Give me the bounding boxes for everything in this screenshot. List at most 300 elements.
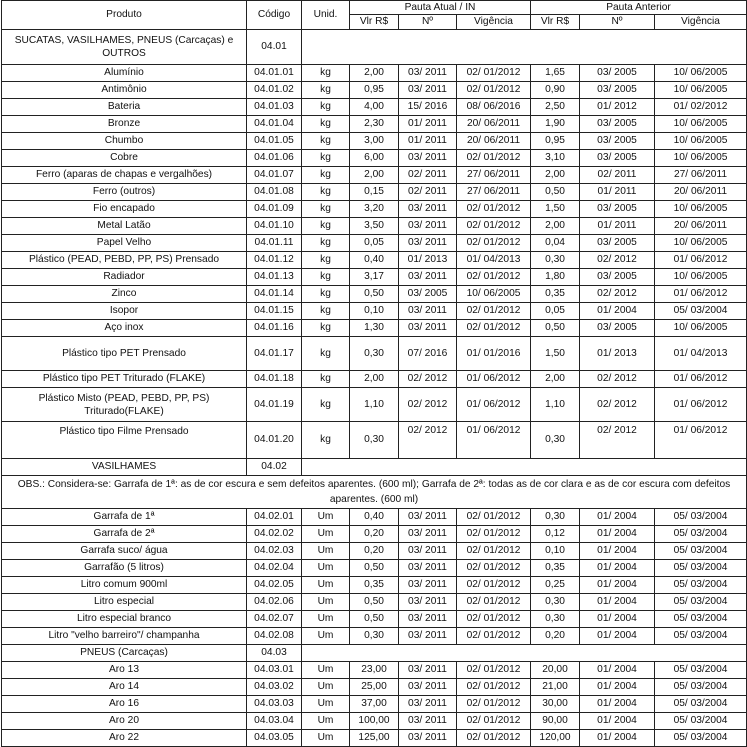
numero-atual: 15/ 2016 [399, 99, 457, 116]
unit: Um [302, 577, 350, 594]
product-name: Garrafa de 2ª [2, 526, 247, 543]
vigencia-anterior: 05/ 03/2004 [655, 713, 747, 730]
numero-atual: 02/ 2011 [399, 167, 457, 184]
unit: kg [302, 269, 350, 286]
vigencia-anterior: 10/ 06/2005 [655, 133, 747, 150]
product-code: 04.01.08 [247, 184, 302, 201]
unit: Um [302, 628, 350, 645]
numero-anterior: 01/ 2004 [580, 696, 655, 713]
vlr-atual: 0,40 [350, 509, 399, 526]
vigencia-atual: 02/ 01/2012 [457, 201, 531, 218]
unit: Um [302, 526, 350, 543]
product-code: 04.01.01 [247, 65, 302, 82]
unit: kg [302, 371, 350, 388]
vlr-anterior: 0,30 [531, 594, 580, 611]
numero-atual: 03/ 2011 [399, 679, 457, 696]
vlr-anterior: 20,00 [531, 662, 580, 679]
numero-anterior: 01/ 2004 [580, 303, 655, 320]
numero-atual: 03/ 2011 [399, 218, 457, 235]
vlr-anterior: 2,00 [531, 371, 580, 388]
product-name: Litro especial [2, 594, 247, 611]
product-name: Antimônio [2, 82, 247, 99]
numero-anterior: 01/ 2004 [580, 526, 655, 543]
numero-atual: 03/ 2011 [399, 320, 457, 337]
table-row [2, 611, 747, 628]
table-row [2, 713, 747, 730]
vigencia-atual: 02/ 01/2012 [457, 218, 531, 235]
numero-atual: 03/ 2005 [399, 286, 457, 303]
vigencia-anterior: 10/ 06/2005 [655, 201, 747, 218]
product-name: Aro 20 [2, 713, 247, 730]
product-code: 04.01.10 [247, 218, 302, 235]
product-name: Ferro (aparas de chapas e vergalhões) [2, 167, 247, 184]
product-code: 04.01.20 [247, 422, 302, 459]
vlr-atual: 3,50 [350, 218, 399, 235]
vigencia-atual: 02/ 01/2012 [457, 509, 531, 526]
numero-anterior: 02/ 2012 [580, 252, 655, 269]
product-name: Bateria [2, 99, 247, 116]
vigencia-anterior: 05/ 03/2004 [655, 594, 747, 611]
product-code: 04.02.04 [247, 560, 302, 577]
unit: kg [302, 303, 350, 320]
table-row [2, 337, 747, 371]
vlr-anterior: 1,80 [531, 269, 580, 286]
vigencia-atual: 02/ 01/2012 [457, 82, 531, 99]
unit: Um [302, 696, 350, 713]
vigencia-anterior: 01/ 04/2013 [655, 337, 747, 371]
product-name: Litro "velho barreiro"/ champanha [2, 628, 247, 645]
product-name: Garrafão (5 litros) [2, 560, 247, 577]
table-row [2, 696, 747, 713]
table-row [2, 730, 747, 747]
unit: kg [302, 116, 350, 133]
vlr-atual: 2,00 [350, 167, 399, 184]
product-name: Aço inox [2, 320, 247, 337]
vlr-atual: 0,30 [350, 337, 399, 371]
vigencia-atual: 01/ 01/2016 [457, 337, 531, 371]
header-numero-atual: Nº [399, 15, 457, 30]
table-row [2, 577, 747, 594]
unit: kg [302, 82, 350, 99]
numero-atual: 03/ 2011 [399, 713, 457, 730]
product-name: Fio encapado [2, 201, 247, 218]
header-codigo: Código [247, 1, 302, 30]
product-name: Zinco [2, 286, 247, 303]
numero-anterior: 01/ 2004 [580, 594, 655, 611]
vigencia-anterior: 10/ 06/2005 [655, 65, 747, 82]
product-name: Aro 16 [2, 696, 247, 713]
vigencia-anterior: 01/ 06/2012 [655, 388, 747, 422]
vigencia-atual: 02/ 01/2012 [457, 526, 531, 543]
obs-note: OBS.: Considera-se: Garrafa de 1ª: as de cor escura e sem defeitos aparentes. (600 ml); Garrafa de 2ª: todas as de cor clara e as de cor escura com defeitos aparentes. (600 ml) [2, 476, 747, 509]
numero-atual: 03/ 2011 [399, 509, 457, 526]
product-code: 04.02.02 [247, 526, 302, 543]
product-code: 04.03.01 [247, 662, 302, 679]
unit: kg [302, 167, 350, 184]
unit: kg [302, 422, 350, 459]
table-row [2, 560, 747, 577]
vlr-anterior: 0,20 [531, 628, 580, 645]
product-name: Plástico tipo Filme Prensado [2, 422, 247, 459]
numero-anterior: 01/ 2004 [580, 730, 655, 747]
vigencia-anterior: 01/ 06/2012 [655, 252, 747, 269]
header-pauta-anterior: Pauta Anterior [531, 1, 747, 15]
unit: kg [302, 218, 350, 235]
vigencia-anterior: 10/ 06/2005 [655, 116, 747, 133]
product-name: Radiador [2, 269, 247, 286]
numero-anterior: 02/ 2011 [580, 167, 655, 184]
numero-atual: 03/ 2011 [399, 526, 457, 543]
product-code: 04.01.07 [247, 167, 302, 184]
numero-atual: 01/ 2011 [399, 133, 457, 150]
unit: Um [302, 730, 350, 747]
table-row [2, 679, 747, 696]
unit: kg [302, 388, 350, 422]
unit: kg [302, 150, 350, 167]
unit: Um [302, 543, 350, 560]
unit: kg [302, 337, 350, 371]
table-row [2, 662, 747, 679]
product-code: 04.01.05 [247, 133, 302, 150]
product-code: 04.02.06 [247, 594, 302, 611]
vlr-anterior: 1,50 [531, 201, 580, 218]
product-name: Litro comum 900ml [2, 577, 247, 594]
numero-anterior: 03/ 2005 [580, 116, 655, 133]
header-vlr-atual: Vlr R$ [350, 15, 399, 30]
vigencia-atual: 27/ 06/2011 [457, 167, 531, 184]
section-blank [302, 645, 747, 662]
table-row [2, 526, 747, 543]
product-code: 04.02.05 [247, 577, 302, 594]
vigencia-atual: 02/ 01/2012 [457, 150, 531, 167]
table-row [2, 252, 747, 269]
product-code: 04.03.05 [247, 730, 302, 747]
product-code: 04.01.18 [247, 371, 302, 388]
product-name: Isopor [2, 303, 247, 320]
vigencia-atual: 01/ 04/2013 [457, 252, 531, 269]
table-row [2, 269, 747, 286]
numero-anterior: 03/ 2005 [580, 235, 655, 252]
vigencia-anterior: 05/ 03/2004 [655, 662, 747, 679]
product-name: Metal Latão [2, 218, 247, 235]
table-row [2, 201, 747, 218]
vlr-anterior: 0,30 [531, 252, 580, 269]
pauta-table [1, 0, 747, 747]
product-name: Ferro (outros) [2, 184, 247, 201]
vlr-anterior: 2,50 [531, 99, 580, 116]
header-pauta-atual: Pauta Atual / IN [350, 1, 531, 15]
vlr-anterior: 90,00 [531, 713, 580, 730]
vigencia-anterior: 10/ 06/2005 [655, 82, 747, 99]
vlr-anterior: 1,50 [531, 337, 580, 371]
product-code: 04.01.11 [247, 235, 302, 252]
vlr-atual: 0,30 [350, 422, 399, 459]
product-code: 04.01.15 [247, 303, 302, 320]
product-name: Cobre [2, 150, 247, 167]
vigencia-atual: 02/ 01/2012 [457, 730, 531, 747]
vlr-anterior: 0,95 [531, 133, 580, 150]
numero-anterior: 03/ 2005 [580, 201, 655, 218]
numero-anterior: 03/ 2005 [580, 269, 655, 286]
vlr-anterior: 3,10 [531, 150, 580, 167]
vlr-atual: 0,10 [350, 303, 399, 320]
product-code: 04.01.04 [247, 116, 302, 133]
vigencia-anterior: 05/ 03/2004 [655, 509, 747, 526]
vigencia-anterior: 05/ 03/2004 [655, 526, 747, 543]
numero-atual: 02/ 2011 [399, 184, 457, 201]
vigencia-atual: 01/ 06/2012 [457, 422, 531, 459]
product-code: 04.01.09 [247, 201, 302, 218]
numero-anterior: 01/ 2004 [580, 509, 655, 526]
vlr-anterior: 21,00 [531, 679, 580, 696]
numero-atual: 02/ 2012 [399, 371, 457, 388]
table-row [2, 184, 747, 201]
product-name: Bronze [2, 116, 247, 133]
vigencia-atual: 02/ 01/2012 [457, 611, 531, 628]
numero-anterior: 03/ 2005 [580, 82, 655, 99]
vigencia-atual: 10/ 06/2005 [457, 286, 531, 303]
section-row-vasilhames [2, 459, 747, 476]
vigencia-anterior: 10/ 06/2005 [655, 269, 747, 286]
vlr-atual: 0,50 [350, 286, 399, 303]
vlr-atual: 0,20 [350, 543, 399, 560]
product-name: Aro 13 [2, 662, 247, 679]
section-row-sucatas [2, 30, 747, 65]
unit: kg [302, 99, 350, 116]
table-row [2, 82, 747, 99]
vlr-atual: 0,40 [350, 252, 399, 269]
vlr-atual: 2,00 [350, 371, 399, 388]
numero-atual: 02/ 2012 [399, 422, 457, 459]
vlr-atual: 1,30 [350, 320, 399, 337]
vlr-anterior: 2,00 [531, 167, 580, 184]
section-blank [302, 30, 747, 65]
vigencia-atual: 02/ 01/2012 [457, 628, 531, 645]
vlr-anterior: 0,04 [531, 235, 580, 252]
vigencia-atual: 08/ 06/2016 [457, 99, 531, 116]
table-row [2, 543, 747, 560]
vlr-atual: 25,00 [350, 679, 399, 696]
numero-atual: 03/ 2011 [399, 662, 457, 679]
product-code: 04.02.08 [247, 628, 302, 645]
table-row [2, 65, 747, 82]
product-name: Chumbo [2, 133, 247, 150]
numero-atual: 03/ 2011 [399, 543, 457, 560]
header-numero-anterior: Nº [580, 15, 655, 30]
vigencia-atual: 02/ 01/2012 [457, 713, 531, 730]
vlr-atual: 0,50 [350, 611, 399, 628]
vigencia-atual: 27/ 06/2011 [457, 184, 531, 201]
numero-atual: 03/ 2011 [399, 82, 457, 99]
vigencia-atual: 02/ 01/2012 [457, 65, 531, 82]
table-row [2, 422, 747, 459]
section-name: SUCATAS, VASILHAMES, PNEUS (Carcaças) e OUTROS [2, 30, 247, 65]
section-code: 04.01 [247, 30, 302, 65]
numero-anterior: 01/ 2012 [580, 99, 655, 116]
vlr-anterior: 0,35 [531, 560, 580, 577]
table-row [2, 133, 747, 150]
product-name: Garrafa de 1ª [2, 509, 247, 526]
numero-anterior: 01/ 2004 [580, 611, 655, 628]
vigencia-anterior: 05/ 03/2004 [655, 577, 747, 594]
vigencia-atual: 20/ 06/2011 [457, 133, 531, 150]
vigencia-anterior: 20/ 06/2011 [655, 184, 747, 201]
table-row [2, 628, 747, 645]
product-name: Plástico Misto (PEAD, PEBD, PP, PS) Triturado(FLAKE) [2, 388, 247, 422]
vlr-anterior: 0,90 [531, 82, 580, 99]
product-code: 04.01.12 [247, 252, 302, 269]
vigencia-anterior: 05/ 03/2004 [655, 679, 747, 696]
header-unid: Unid. [302, 1, 350, 30]
numero-atual: 01/ 2013 [399, 252, 457, 269]
vlr-atual: 3,17 [350, 269, 399, 286]
numero-anterior: 03/ 2005 [580, 320, 655, 337]
vlr-atual: 0,05 [350, 235, 399, 252]
header-vigencia-anterior: Vigência [655, 15, 747, 30]
numero-anterior: 02/ 2012 [580, 422, 655, 459]
vlr-atual: 0,35 [350, 577, 399, 594]
vlr-atual: 125,00 [350, 730, 399, 747]
product-code: 04.02.03 [247, 543, 302, 560]
section-blank [302, 459, 747, 476]
product-name: Aro 22 [2, 730, 247, 747]
vigencia-atual: 02/ 01/2012 [457, 303, 531, 320]
vigencia-anterior: 10/ 06/2005 [655, 150, 747, 167]
vigencia-atual: 02/ 01/2012 [457, 577, 531, 594]
unit: Um [302, 679, 350, 696]
vlr-atual: 4,00 [350, 99, 399, 116]
vigencia-atual: 01/ 06/2012 [457, 388, 531, 422]
numero-anterior: 01/ 2004 [580, 577, 655, 594]
vlr-anterior: 30,00 [531, 696, 580, 713]
table-row [2, 594, 747, 611]
vigencia-anterior: 01/ 06/2012 [655, 422, 747, 459]
header-produto: Produto [2, 1, 247, 30]
vigencia-anterior: 01/ 06/2012 [655, 371, 747, 388]
table-row [2, 116, 747, 133]
table-row [2, 99, 747, 116]
obs-row [2, 476, 747, 509]
vlr-anterior: 0,30 [531, 509, 580, 526]
numero-atual: 03/ 2011 [399, 594, 457, 611]
vlr-atual: 100,00 [350, 713, 399, 730]
product-code: 04.01.17 [247, 337, 302, 371]
vigencia-atual: 20/ 06/2011 [457, 116, 531, 133]
table-row [2, 388, 747, 422]
product-name: Plástico tipo PET Triturado (FLAKE) [2, 371, 247, 388]
product-code: 04.01.14 [247, 286, 302, 303]
vigencia-atual: 02/ 01/2012 [457, 560, 531, 577]
table-row [2, 286, 747, 303]
vigencia-atual: 02/ 01/2012 [457, 320, 531, 337]
vigencia-anterior: 05/ 03/2004 [655, 560, 747, 577]
vlr-anterior: 0,30 [531, 422, 580, 459]
product-code: 04.03.02 [247, 679, 302, 696]
unit: kg [302, 184, 350, 201]
vigencia-atual: 02/ 01/2012 [457, 696, 531, 713]
vlr-anterior: 0,25 [531, 577, 580, 594]
vigencia-atual: 02/ 01/2012 [457, 662, 531, 679]
numero-atual: 01/ 2011 [399, 116, 457, 133]
vlr-atual: 0,30 [350, 628, 399, 645]
vlr-atual: 37,00 [350, 696, 399, 713]
numero-anterior: 03/ 2005 [580, 133, 655, 150]
vigencia-anterior: 20/ 06/2011 [655, 218, 747, 235]
unit: kg [302, 286, 350, 303]
unit: Um [302, 560, 350, 577]
vlr-anterior: 2,00 [531, 218, 580, 235]
vigencia-anterior: 10/ 06/2005 [655, 320, 747, 337]
unit: kg [302, 252, 350, 269]
vlr-anterior: 0,05 [531, 303, 580, 320]
numero-atual: 03/ 2011 [399, 65, 457, 82]
section-name: PNEUS (Carcaças) [2, 645, 247, 662]
numero-anterior: 01/ 2013 [580, 337, 655, 371]
vigencia-atual: 02/ 01/2012 [457, 679, 531, 696]
vlr-anterior: 0,30 [531, 611, 580, 628]
vigencia-anterior: 05/ 03/2004 [655, 696, 747, 713]
vlr-atual: 23,00 [350, 662, 399, 679]
vigencia-anterior: 27/ 06/2011 [655, 167, 747, 184]
vlr-atual: 0,15 [350, 184, 399, 201]
vigencia-atual: 02/ 01/2012 [457, 543, 531, 560]
numero-atual: 02/ 2012 [399, 388, 457, 422]
vlr-anterior: 0,50 [531, 320, 580, 337]
numero-atual: 03/ 2011 [399, 269, 457, 286]
product-code: 04.03.04 [247, 713, 302, 730]
header-vlr-anterior: Vlr R$ [531, 15, 580, 30]
numero-anterior: 01/ 2004 [580, 543, 655, 560]
vlr-atual: 2,30 [350, 116, 399, 133]
product-name: Plástico tipo PET Prensado [2, 337, 247, 371]
table-row [2, 303, 747, 320]
vlr-anterior: 0,10 [531, 543, 580, 560]
product-name: Alumínio [2, 65, 247, 82]
numero-anterior: 03/ 2005 [580, 65, 655, 82]
numero-atual: 03/ 2011 [399, 235, 457, 252]
product-name: Aro 14 [2, 679, 247, 696]
vlr-atual: 0,50 [350, 594, 399, 611]
unit: kg [302, 201, 350, 218]
product-code: 04.01.19 [247, 388, 302, 422]
numero-atual: 07/ 2016 [399, 337, 457, 371]
product-code: 04.01.13 [247, 269, 302, 286]
product-name: Litro especial branco [2, 611, 247, 628]
vlr-atual: 0,50 [350, 560, 399, 577]
numero-atual: 03/ 2011 [399, 303, 457, 320]
numero-anterior: 01/ 2004 [580, 679, 655, 696]
vlr-atual: 2,00 [350, 65, 399, 82]
vigencia-anterior: 05/ 03/2004 [655, 628, 747, 645]
product-code: 04.01.06 [247, 150, 302, 167]
vlr-anterior: 0,12 [531, 526, 580, 543]
header-vigencia-atual: Vigência [457, 15, 531, 30]
numero-anterior: 03/ 2005 [580, 150, 655, 167]
product-code: 04.02.07 [247, 611, 302, 628]
vlr-anterior: 0,50 [531, 184, 580, 201]
unit: Um [302, 713, 350, 730]
table-row [2, 167, 747, 184]
unit: Um [302, 611, 350, 628]
vlr-atual: 1,10 [350, 388, 399, 422]
vigencia-atual: 02/ 01/2012 [457, 235, 531, 252]
vlr-anterior: 1,65 [531, 65, 580, 82]
vlr-atual: 3,20 [350, 201, 399, 218]
numero-atual: 03/ 2011 [399, 560, 457, 577]
table-row [2, 371, 747, 388]
section-code: 04.03 [247, 645, 302, 662]
unit: kg [302, 235, 350, 252]
